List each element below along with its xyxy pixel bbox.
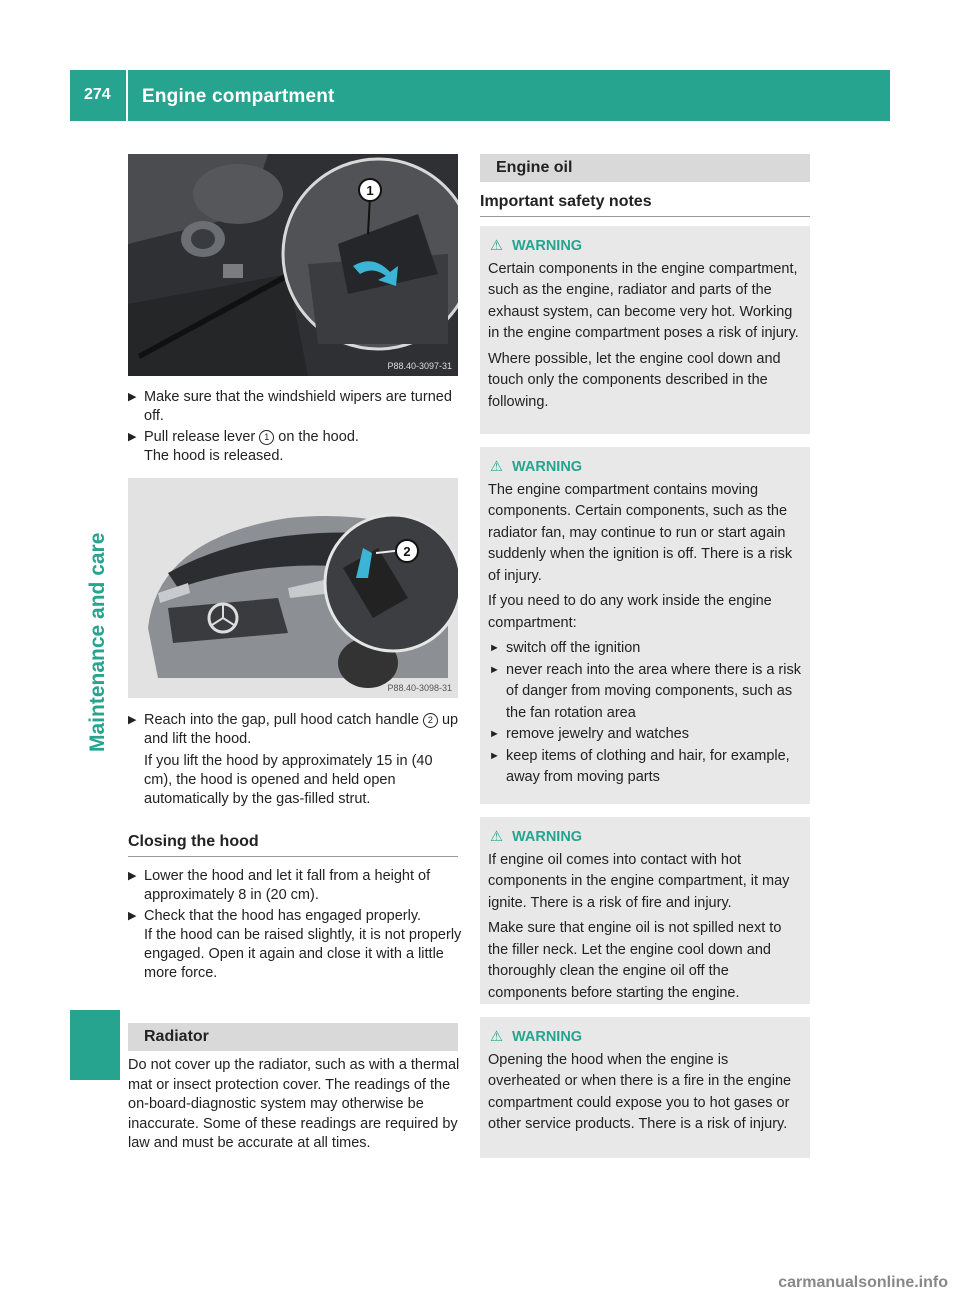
interior-illustration	[128, 154, 458, 376]
warning-label: WARNING	[512, 238, 583, 254]
callout-1: 1	[366, 183, 374, 198]
image-code: P88.40-3098-31	[387, 683, 452, 693]
warning-bullet-list	[488, 638, 802, 789]
step-text: Lower the hood and let it fall from a height of approximately 8 in (20 cm).	[144, 868, 431, 903]
heading-rule	[128, 856, 458, 857]
step-release-lever	[128, 428, 458, 466]
step-text: Reach into the gap, pull hood catch handle	[144, 712, 423, 728]
step-arrow-icon: ▶	[128, 714, 137, 726]
warning-text: The engine compartment contains moving components. Certain components, such as the radiator fan, may continue to run or start again suddenly when the ignition is off. There is a risk of injury.	[488, 481, 793, 584]
bullet-icon: ►	[489, 642, 500, 654]
step-hood-catch	[128, 711, 462, 809]
warning-box-1	[480, 226, 810, 434]
radiator-section-bar: Radiator	[128, 1023, 458, 1051]
chapter-marker	[70, 1010, 120, 1080]
warning-label: WARNING	[512, 829, 583, 845]
warning-box-3	[480, 817, 810, 1004]
engine-oil-section-bar: Engine oil	[480, 154, 810, 182]
list-item: ► switch off the ignition	[488, 638, 802, 660]
step-text: Pull release lever	[144, 429, 260, 445]
warning-triangle-icon: ⚠	[490, 829, 503, 845]
radiator-text: Do not cover up the radiator, such as with a thermal mat or insect protection cover. The readings of the on-board-diagnostic system may otherwise be inaccurate. Some of these readings are required by law and must be accurate at all times.	[128, 1057, 460, 1151]
step-arrow-icon: ▶	[128, 910, 137, 922]
page-number: 274	[84, 86, 111, 103]
warning-text: If you need to do any work inside the engine compartment:	[488, 593, 772, 631]
callout-number-1: 1	[259, 430, 274, 445]
release-lever-photo	[128, 154, 458, 376]
callout-2: 2	[403, 544, 411, 559]
step-arrow-icon: ▶	[128, 431, 137, 443]
page-header	[70, 70, 890, 121]
warning-triangle-icon: ⚠	[490, 459, 503, 475]
header-divider	[126, 70, 128, 121]
warning-triangle-icon: ⚠	[490, 1029, 503, 1045]
bullet-icon: ►	[489, 749, 500, 762]
step-text: Check that the hood has engaged properly.	[144, 908, 422, 924]
hood-catch-photo	[128, 478, 458, 698]
warning-triangle-icon: ⚠	[490, 238, 503, 254]
step-lower-hood	[128, 867, 462, 905]
footer-watermark: carmanualsonline.info	[778, 1274, 948, 1291]
list-item: ► remove jewelry and watches	[488, 724, 802, 746]
heading-rule	[480, 216, 810, 217]
step-arrow-icon: ▶	[128, 391, 137, 403]
image-code: P88.40-3097-31	[387, 361, 452, 371]
warning-text: Where possible, let the engine cool down and touch only the components described in the following.	[488, 350, 781, 410]
warning-text: Make sure that engine oil is not spilled next to the filler neck. Let the engine cool down and thoroughly clean the engine oil off the components before starting the engine.	[488, 920, 782, 1001]
warning-label: WARNING	[512, 459, 583, 475]
warning-text: If engine oil comes into contact with hot components in the engine compartment, it may ignite. There is a risk of fire and injury.	[488, 851, 790, 911]
step-text: Make sure that the windshield wipers are turned off.	[144, 389, 452, 424]
step-text: up and lift the hood.	[144, 712, 459, 747]
safety-notes-heading: Important safety notes	[480, 193, 652, 210]
step-text: on the hood.	[274, 429, 359, 445]
step-result: The hood is released.	[144, 448, 284, 464]
step-result: If the hood can be raised slightly, it is not properly engaged. Open it again and close it with a little more force.	[144, 927, 462, 981]
callout-number-2: 2	[423, 713, 438, 728]
list-item: ► never reach into the area where there is a risk of danger from moving components, such as the fan rotation area	[489, 661, 801, 721]
list-item: ► keep items of clothing and hair, for example, away from moving parts	[489, 747, 790, 785]
step-arrow-icon: ▶	[128, 870, 137, 882]
bullet-icon: ►	[489, 663, 500, 676]
step-result: If you lift the hood by approximately 15 in (40 cm), the hood is opened and held open automatically by the gas-filled strut.	[144, 753, 433, 807]
page-title: Engine compartment	[142, 86, 335, 107]
warning-box-4	[480, 1017, 810, 1158]
closing-hood-heading: Closing the hood	[128, 833, 259, 850]
car-illustration	[128, 478, 458, 698]
warning-box-2	[480, 447, 810, 804]
bullet-icon: ►	[489, 728, 500, 740]
warning-text: Opening the hood when the engine is overheated or when there is a fire in the engine compartment could expose you to hot gases or other service products. There is a risk of injury.	[488, 1051, 792, 1132]
warning-label: WARNING	[512, 1029, 583, 1045]
warning-text: Certain components in the engine compartment, such as the engine, radiator and parts of the exhaust system, can become very hot. Working in the engine compartment poses a risk of injury.	[488, 260, 799, 341]
step-check-hood	[128, 907, 462, 983]
chapter-label: Maintenance and care	[86, 532, 109, 752]
step-wipers	[128, 388, 458, 426]
